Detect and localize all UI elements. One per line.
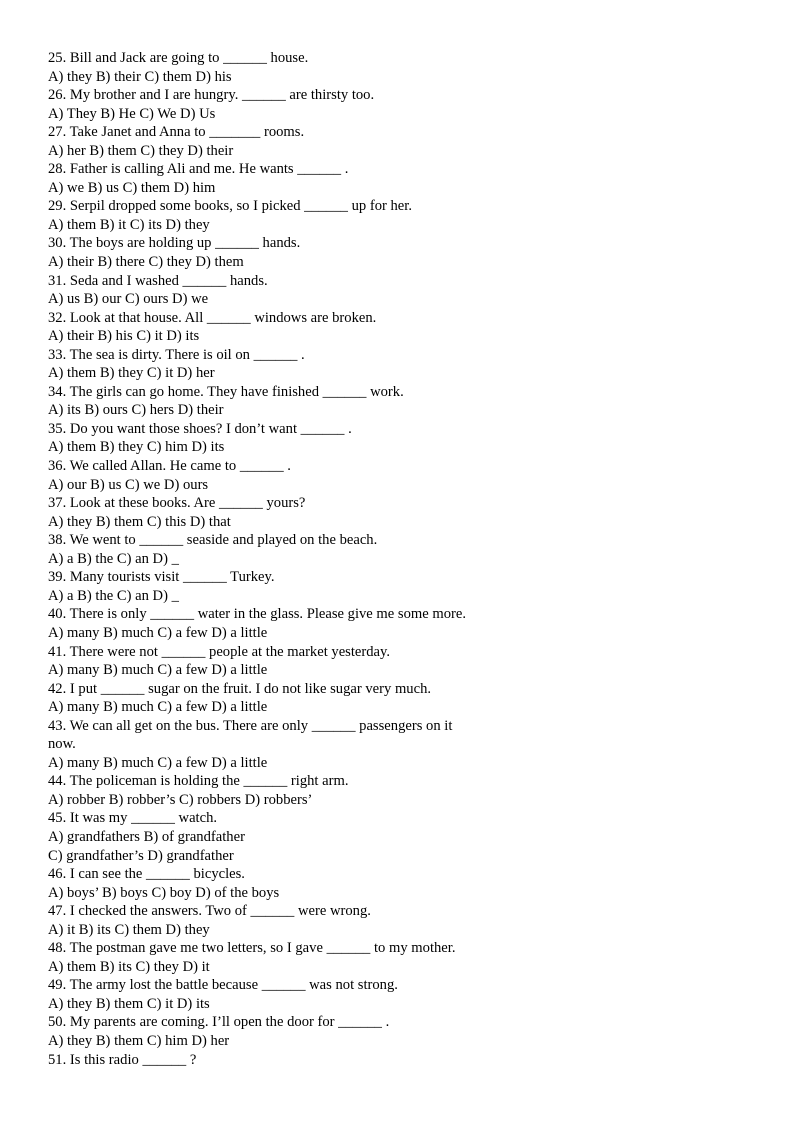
text-line: 29. Serpil dropped some books, so I picked ______ up for her. [48,198,412,215]
text-line: 38. We went to ______ seaside and played on the beach. [48,532,378,549]
text-line: 41. There were not ______ people at the market yesterday. [48,643,391,660]
text-line: 27. Take Janet and Anna to _______ rooms. [48,124,305,141]
text-line: A) them B) it C) its D) they [48,216,210,233]
text-line: A) us B) our C) ours D) we [48,291,209,308]
text-line: A) them B) they C) it D) her [48,365,215,382]
text-line: A) them B) its C) they D) it [48,958,210,975]
text-line: C) grandfather’s D) grandfather [48,847,234,864]
text-line: A) boys’ B) boys C) boy D) of the boys [48,884,280,901]
text-line: A) many B) much C) a few D) a little [48,699,268,716]
text-line: A) we B) us C) them D) him [48,179,216,196]
exercise-text [48,49,568,1069]
text-line: A) many B) much C) a few D) a little [48,624,268,641]
text-line: 43. We can all get on the bus. There are only ______ passengers on it [48,717,453,734]
text-line: 51. Is this radio ______ ? [48,1051,197,1068]
text-line: A) many B) much C) a few D) a little [48,662,268,679]
text-line: 44. The policeman is holding the ______ right arm. [48,773,349,790]
text-line: A) they B) their C) them D) his [48,68,232,85]
text-line: A) they B) them C) this D) that [48,513,231,530]
text-line: 31. Seda and I washed ______ hands. [48,272,268,289]
text-line: 49. The army lost the battle because ______ was not strong. [48,977,398,994]
text-line: 32. Look at that house. All ______ windows are broken. [48,309,377,326]
text-line: 34. The girls can go home. They have finished ______ work. [48,383,404,400]
text-line: A) robber B) robber’s C) robbers D) robbers’ [48,791,313,808]
text-line: A) their B) his C) it D) its [48,328,200,345]
text-line: A) they B) them C) him D) her [48,1032,230,1049]
text-line: A) a B) the C) an D) _ [48,550,179,567]
text-line: A) They B) He C) We D) Us [48,105,216,122]
text-line: 39. Many tourists visit ______ Turkey. [48,569,275,586]
text-line: 33. The sea is dirty. There is oil on ______ . [48,346,305,363]
text-line: 48. The postman gave me two letters, so I gave ______ to my mother. [48,940,456,957]
text-line: A) grandfathers B) of grandfather [48,828,245,845]
text-line: A) they B) them C) it D) its [48,995,210,1012]
text-line: 30. The boys are holding up ______ hands. [48,235,301,252]
text-line: A) their B) there C) they D) them [48,254,244,271]
text-line: A) our B) us C) we D) ours [48,476,209,493]
text-line: 40. There is only ______ water in the glass. Please give me some more. [48,606,466,623]
text-line: 35. Do you want those shoes? I don’t want ______ . [48,420,352,437]
text-line: 45. It was my ______ watch. [48,810,218,827]
text-line: 28. Father is calling Ali and me. He wants ______ . [48,161,349,178]
text-line: A) her B) them C) they D) their [48,142,234,159]
text-line: A) them B) they C) him D) its [48,439,225,456]
text-line: 25. Bill and Jack are going to ______ house. [48,50,309,66]
text-line: 50. My parents are coming. I’ll open the door for ______ . [48,1014,390,1031]
text-line: 46. I can see the ______ bicycles. [48,866,245,883]
text-line: 47. I checked the answers. Two of ______ were wrong. [48,903,371,920]
text-line: A) its B) ours C) hers D) their [48,402,224,419]
text-line: 37. Look at these books. Are ______ yours? [48,495,306,512]
text-line: A) it B) its C) them D) they [48,921,210,938]
text-line: 36. We called Allan. He came to ______ . [48,458,291,475]
text-line: now. [48,736,76,753]
text-line: 42. I put ______ sugar on the fruit. I do not like sugar very much. [48,680,432,697]
text-line: A) a B) the C) an D) _ [48,587,179,604]
text-line: 26. My brother and I are hungry. ______ are thirsty too. [48,87,375,104]
text-line: A) many B) much C) a few D) a little [48,754,268,771]
